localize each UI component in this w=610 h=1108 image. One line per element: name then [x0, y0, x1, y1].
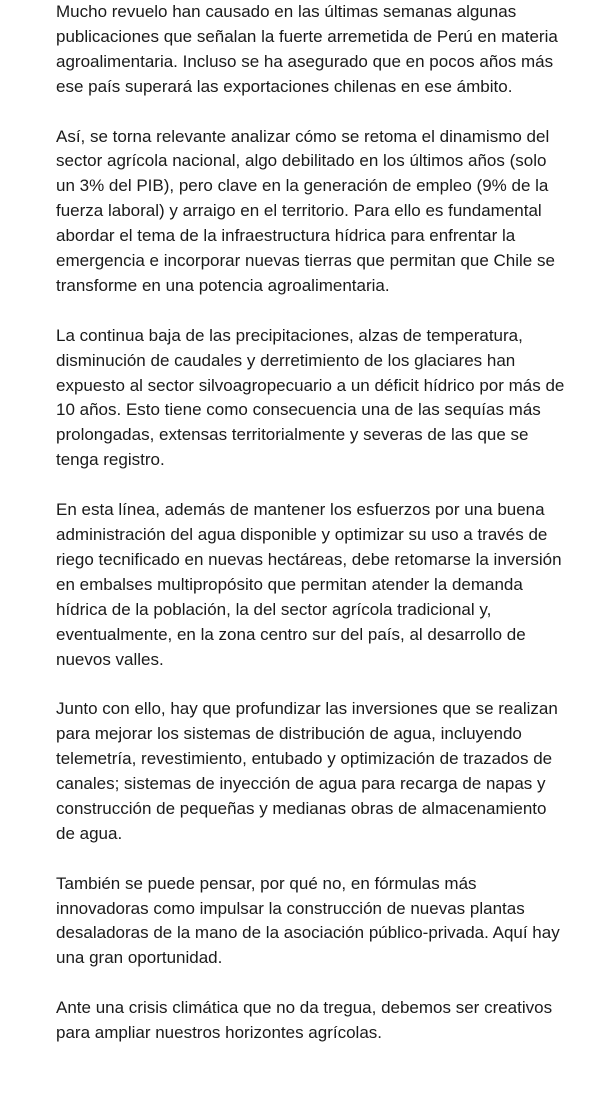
article-body — [56, 0, 566, 1046]
article-paragraph-7: Ante una crisis climática que no da tregua, debemos ser creativos para ampliar nuestros horizontes agrícolas. — [56, 998, 553, 1043]
article-paragraph-5: Junto con ello, hay que profundizar las inversiones que se realizan para mejorar los sistemas de distribución de agua, incluyendo telemetría, revestimiento, entubado y optimización de trazados de canales; sistemas de inyección de agua para recarga de napas y construcción de pequeñas y medianas obras de almacenamiento de agua. — [56, 699, 558, 843]
article-paragraph-4: En esta línea, además de mantener los esfuerzos por una buena administración del agua disponible y optimizar su uso a través de riego tecnificado en nuevas hectáreas, debe retomarse la inversión en embalses multipropósito que permitan atender la demanda hídrica de la población, la del sector agrícola tradicional y, eventualmente, en la zona centro sur del país, al desarrollo de nuevos valles. — [56, 500, 562, 669]
article-paragraph-1: Mucho revuelo han causado en las últimas semanas algunas publicaciones que señalan la fuerte arremetida de Perú en materia agroalimentaria. Incluso se ha asegurado que en pocos años más ese país superará las exportaciones chilenas en ese ámbito. — [56, 2, 558, 96]
article-paragraph-2: Así, se torna relevante analizar cómo se retoma el dinamismo del sector agrícola nacional, algo debilitado en los últimos años (solo un 3% del PIB), pero clave en la generación de empleo (9% de la fuerza laboral) y arraigo en el territorio. Para ello es fundamental abordar el tema de la infraestructura hídrica para enfrentar la emergencia e incorporar nuevas tierras que permitan que Chile se transforme en una potencia agroalimentaria. — [56, 126, 555, 295]
article-paragraph-3: La continua baja de las precipitaciones, alzas de temperatura, disminución de caudales y derretimiento de los glaciares han expuesto al sector silvoagropecuario a un déficit hídrico por más de 10 años. Esto tiene como consecuencia una de las sequías más prolongadas, extensas territorialmente y severas de las que se tenga registro. — [56, 325, 565, 470]
article-paragraph-6: También se puede pensar, por qué no, en fórmulas más innovadoras como impulsar la construcción de nuevas plantas desaladoras de la mano de la asociación público-privada. Aquí hay una gran oportunidad. — [56, 873, 560, 968]
